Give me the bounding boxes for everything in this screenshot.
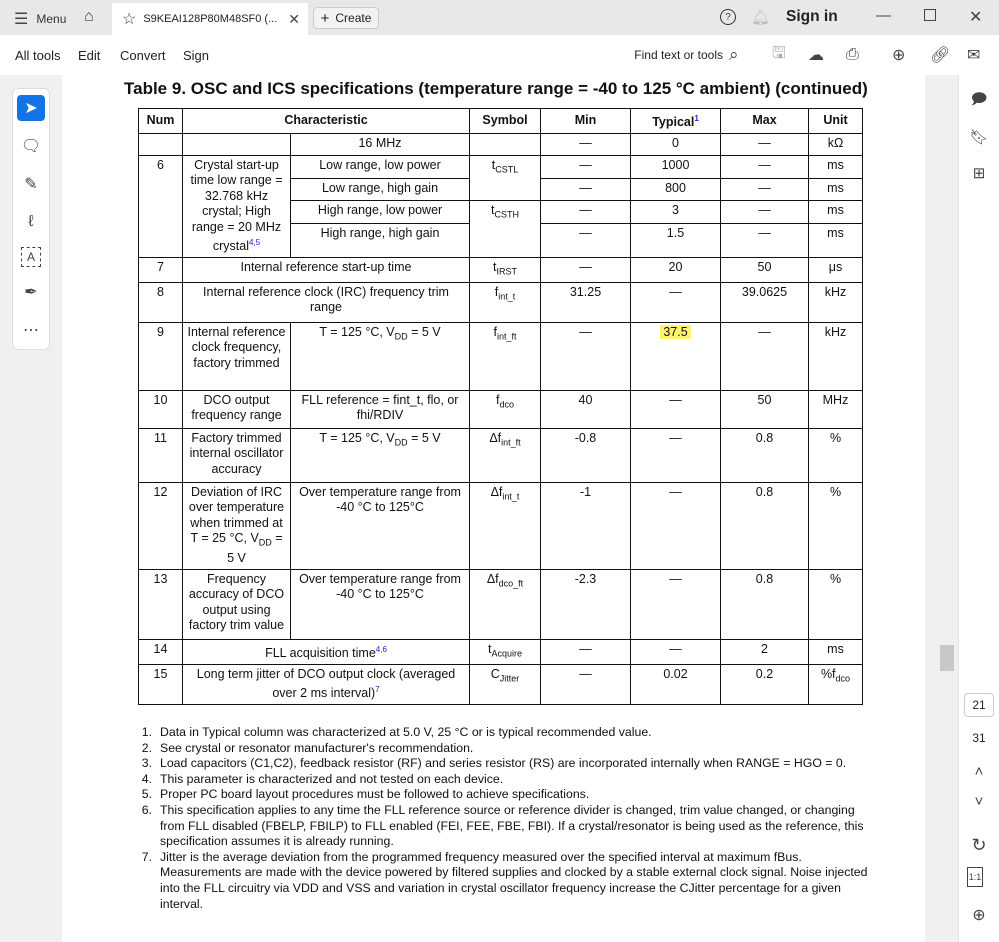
cell-num: 12 <box>139 482 183 569</box>
print-icon[interactable]: ⎙ <box>846 46 859 63</box>
thumbnails-grid-icon[interactable]: ⊞ <box>972 165 986 182</box>
cell-typ: 3 <box>631 200 721 223</box>
cell-unit: % <box>809 482 863 569</box>
symbol-sub: int_ft <box>496 331 517 342</box>
right-side-panel <box>958 75 999 942</box>
cell-unit: μs <box>809 257 863 282</box>
bell-icon[interactable]: 🔔︎ <box>751 9 771 26</box>
cell-max: 2 <box>721 639 809 664</box>
table-row <box>139 133 863 155</box>
cell-unit: MHz <box>809 390 863 428</box>
add-user-icon[interactable]: ⊕ <box>892 47 906 64</box>
cell-min: -0.8 <box>541 428 631 482</box>
cell-typ: — <box>631 282 721 322</box>
cell-max: 0.2 <box>721 664 809 704</box>
symbol: C <box>490 666 500 681</box>
cell-min: — <box>541 257 631 282</box>
hamburger-icon: ☰ <box>14 11 29 28</box>
cell-symbol <box>470 569 541 639</box>
text-select-icon[interactable]: A <box>21 247 41 267</box>
symbol: Δf <box>489 430 502 445</box>
symbol: f <box>494 284 499 299</box>
cond-text: = 5 V <box>407 324 441 339</box>
create-button[interactable] <box>313 7 379 29</box>
cell-char: DCO output frequency range <box>183 390 291 428</box>
symbol: t <box>488 641 492 656</box>
edit-menu[interactable]: Edit <box>78 47 101 63</box>
symbol: t <box>491 157 496 172</box>
cell-max: 0.8 <box>721 482 809 569</box>
footnotes <box>138 725 868 912</box>
footnote-number: 7. <box>141 849 152 864</box>
cell-max: — <box>721 200 809 223</box>
cell-symbol <box>470 664 541 704</box>
table-row <box>139 390 863 428</box>
cell-typ: 800 <box>631 178 721 200</box>
header-typical <box>631 109 721 134</box>
osc-ics-spec-table <box>138 108 863 705</box>
footnote-text: Load capacitors (C1,C2), feedback resistor (RF) and series resistor (RS) are incorporated internally when RANGE = HGO = 0. <box>160 756 847 771</box>
symbol-sub: IRST <box>496 266 517 277</box>
header-min: Min <box>541 109 631 134</box>
cell-unit: kHz <box>809 322 863 390</box>
cell-unit: ms <box>809 200 863 223</box>
table-row <box>139 282 863 322</box>
cell-symbol <box>470 133 541 155</box>
cell-typ <box>631 322 721 390</box>
cell-symbol <box>470 639 541 664</box>
zoom-in-icon[interactable]: ⊕ <box>972 907 986 924</box>
char-sub: DD <box>258 537 272 548</box>
cell-min: — <box>541 223 631 257</box>
cell-unit: ms <box>809 639 863 664</box>
cell-min: 40 <box>541 390 631 428</box>
footnote-text: Proper PC board layout procedures must be followed to achieve specifications. <box>160 787 590 802</box>
cond-text: = 5 V <box>407 430 441 445</box>
cell-max: — <box>721 155 809 178</box>
table-row <box>139 639 863 664</box>
footnote <box>138 803 868 850</box>
symbol-sub: CSTL <box>495 164 519 175</box>
cell-symbol <box>470 428 541 482</box>
chevron-down-icon[interactable]: ˅ <box>974 792 984 810</box>
char-text: = 5 V <box>227 531 283 566</box>
cell-cond: Over temperature range from -40 °C to 125°C <box>291 569 470 639</box>
cell-symbol <box>470 155 541 200</box>
cell-cond: Over temperature range from -40 °C to 125°C <box>291 482 470 569</box>
plus-icon: + <box>320 9 330 27</box>
cell-char <box>183 482 291 569</box>
header-num: Num <box>139 109 183 134</box>
cell-unit: % <box>809 569 863 639</box>
fill-sign-icon[interactable]: ✒ <box>24 284 38 301</box>
vertical-scrollbar[interactable] <box>938 75 956 942</box>
table-row <box>139 428 863 482</box>
cell-cond: High range, high gain <box>291 223 470 257</box>
unit: %f <box>820 666 836 681</box>
maximize-icon[interactable] <box>924 9 936 21</box>
title-bar <box>0 0 999 35</box>
cell-max: 39.0625 <box>721 282 809 322</box>
cell-char <box>183 155 291 257</box>
search-icon[interactable]: ⌕ <box>729 45 739 64</box>
footnote-text: Jitter is the average deviation from the programmed frequency measured over the specified interval at maximum fBus. Measurements are made with the device powered by filtered supplies and clocked by a stable external clock signal. Noise injected into the FLL circuitry via VDD and VSS and variation in crystal oscillator frequency increase the CJitter percentage for a given interval. <box>160 849 868 911</box>
cell-num: 13 <box>139 569 183 639</box>
cell-max: 50 <box>721 257 809 282</box>
cell-num: 9 <box>139 322 183 390</box>
find-text-or-tools[interactable]: Find text or tools <box>634 48 723 62</box>
cell-num <box>139 133 183 155</box>
close-window-icon[interactable]: ✕ <box>969 9 983 26</box>
char-text: Crystal start-up time low range = 32.768 kHz crystal; High range = 20 MHz crystal <box>190 157 283 254</box>
highlighted-value[interactable]: 37.5 <box>660 325 690 339</box>
header-characteristic: Characteristic <box>183 109 470 134</box>
comments-icon[interactable]: 🗩 <box>970 90 988 108</box>
link-icon[interactable]: 🔗︎ <box>930 47 951 64</box>
cell-min: — <box>541 178 631 200</box>
cell-char <box>183 664 470 704</box>
cond-text: T = 125 °C, V <box>319 430 395 445</box>
table-row <box>139 155 863 178</box>
cell-min: -2.3 <box>541 569 631 639</box>
footnote-text: This parameter is characterized and not tested on each device. <box>160 771 504 786</box>
cell-max: 0.8 <box>721 428 809 482</box>
save-icon[interactable]: 🖫 <box>772 44 786 62</box>
footnote-number: 5. <box>141 787 152 802</box>
current-page-input[interactable]: 21 <box>964 693 994 717</box>
header-symbol: Symbol <box>470 109 541 134</box>
rotate-icon[interactable]: ↻ <box>971 834 987 855</box>
cell-symbol <box>470 482 541 569</box>
footnote <box>138 741 868 757</box>
cell-typ: 0 <box>631 133 721 155</box>
cell-min: — <box>541 155 631 178</box>
table-row <box>139 257 863 282</box>
cell-cond <box>291 322 470 390</box>
total-pages: 31 <box>972 731 986 745</box>
cell-typ: — <box>631 482 721 569</box>
footnote-number: 3. <box>141 756 152 771</box>
footnote-number: 1. <box>141 725 152 739</box>
cell-num: 7 <box>139 257 183 282</box>
cell-char: Internal reference clock frequency, factory trimmed <box>183 322 291 390</box>
symbol-sub: dco <box>499 399 514 410</box>
cell-char: Factory trimmed internal oscillator accuracy <box>183 428 291 482</box>
cell-min: — <box>541 133 631 155</box>
cell-cond: FLL reference = fint_t, flo, or fhi/RDIV <box>291 390 470 428</box>
footnote-ref[interactable]: 4,5 <box>249 238 261 248</box>
cell-symbol <box>470 200 541 257</box>
draw-lasso-icon[interactable]: ℓ <box>28 213 34 230</box>
cell-unit: kHz <box>809 282 863 322</box>
table-row <box>139 322 863 390</box>
char-text: Long term jitter of DCO output clock (averaged over 2 ms interval) <box>196 666 456 701</box>
symbol-sub: Jitter <box>499 673 520 684</box>
header-max: Max <box>721 109 809 134</box>
symbol: t <box>493 259 497 274</box>
footnote <box>138 725 868 741</box>
chevron-up-icon[interactable]: ˄ <box>974 762 984 780</box>
sign-in-button[interactable]: Sign in <box>786 8 838 25</box>
cell-typ: 1000 <box>631 155 721 178</box>
footnote <box>138 787 868 803</box>
cell-unit: % <box>809 428 863 482</box>
star-icon[interactable]: ☆ <box>122 11 137 28</box>
cell-max: — <box>721 178 809 200</box>
cell-num: 15 <box>139 664 183 704</box>
minimize-icon[interactable]: — <box>876 7 891 24</box>
quick-tools-panel <box>12 88 50 350</box>
symbol-sub: CSTH <box>494 209 519 220</box>
footnote-ref[interactable]: 1 <box>694 114 699 123</box>
cell-num: 6 <box>139 155 183 257</box>
cell-cond <box>291 428 470 482</box>
cell-typ: 20 <box>631 257 721 282</box>
footnote-text: This specification applies to any time the FLL reference source or reference divider is changed, trim value changed, or changing from FLL disabled (FBELP, FBILP) to FLL enabled (FEI, FEE, FBE, FBI). If a crystal/resonator is being used as the reference, this specification assumes it is already running. <box>160 802 864 849</box>
cell-num: 8 <box>139 282 183 322</box>
cell-unit: kΩ <box>809 133 863 155</box>
symbol: f <box>493 324 497 339</box>
add-comment-icon[interactable]: 🗨︎ <box>20 138 42 155</box>
symbol-sub: int_ft <box>501 437 521 448</box>
cell-num: 10 <box>139 390 183 428</box>
char-text: Deviation of IRC over temperature when trimmed at T = 25 °C, V <box>188 484 285 546</box>
table-title: Table 9. OSC and ICS specifications (temperature range = -40 to 125 °C ambient) (continued) <box>124 79 868 98</box>
main-toolbar <box>0 35 999 75</box>
more-tools-icon[interactable]: ⋯ <box>23 322 39 339</box>
unit-sub: dco <box>835 673 851 684</box>
menu-button[interactable] <box>14 9 66 29</box>
email-icon[interactable]: ✉ <box>967 47 981 64</box>
cell-symbol <box>470 257 541 282</box>
upload-cloud-icon[interactable]: ☁ <box>808 47 824 64</box>
close-tab-icon[interactable]: ✕ <box>288 11 300 27</box>
cell-symbol <box>470 390 541 428</box>
footnote-ref[interactable]: 7 <box>375 685 380 695</box>
tab-title: S9KEAI128P80M48SF0 (... <box>143 13 278 25</box>
cond-sub: DD <box>394 437 408 448</box>
cell-cond: Low range, high gain <box>291 178 470 200</box>
footnote <box>138 772 868 788</box>
footnote-number: 4. <box>141 771 152 786</box>
scrollbar-thumb[interactable] <box>940 645 954 671</box>
table-row <box>139 482 863 569</box>
table-row <box>139 569 863 639</box>
footnote-number: 6. <box>141 802 152 817</box>
cell-typ: — <box>631 639 721 664</box>
bookmark-icon[interactable]: 🔖︎ <box>969 129 989 146</box>
menu-label: Menu <box>36 12 67 26</box>
header-typical-label: Typical <box>652 115 695 130</box>
cell-max: 50 <box>721 390 809 428</box>
document-tab[interactable] <box>112 3 308 35</box>
home-icon[interactable]: ⌂ <box>84 8 94 25</box>
cell-num: 11 <box>139 428 183 482</box>
footnote-text: Data in Typical column was characterized at 5.0 V, 25 °C or is typical recommended value. <box>160 725 652 739</box>
symbol: Δf <box>490 484 503 499</box>
cell-symbol <box>470 282 541 322</box>
cell-unit: ms <box>809 223 863 257</box>
cell-max: — <box>721 322 809 390</box>
cell-typ: — <box>631 569 721 639</box>
cell-cond: High range, low power <box>291 200 470 223</box>
convert-menu[interactable]: Convert <box>120 47 166 63</box>
cell-char: Internal reference start-up time <box>183 257 470 282</box>
cell-char <box>183 133 291 155</box>
symbol: f <box>496 392 500 407</box>
footnote-number: 2. <box>141 740 152 755</box>
symbol: t <box>491 202 495 217</box>
symbol-sub: int_t <box>498 291 516 302</box>
table-row <box>139 664 863 704</box>
cell-min: 31.25 <box>541 282 631 322</box>
cell-cond: 16 MHz <box>291 133 470 155</box>
footnote-text: See crystal or resonator manufacturer's recommendation. <box>160 740 474 755</box>
cell-typ: 0.02 <box>631 664 721 704</box>
cell-unit: ms <box>809 155 863 178</box>
select-cursor-icon[interactable]: ➤ <box>17 95 45 121</box>
create-label: Create <box>335 11 372 25</box>
header-unit: Unit <box>809 109 863 134</box>
cell-min: -1 <box>541 482 631 569</box>
cell-typ: 1.5 <box>631 223 721 257</box>
cond-sub: DD <box>394 331 408 342</box>
cell-char: Internal reference clock (IRC) frequency trim range <box>183 282 470 322</box>
footnote-ref[interactable]: 4,6 <box>375 644 387 654</box>
cell-typ: — <box>631 390 721 428</box>
cell-max: 0.8 <box>721 569 809 639</box>
cell-min: — <box>541 664 631 704</box>
table-header-row <box>139 109 863 134</box>
cell-unit <box>809 664 863 704</box>
cell-char <box>183 639 470 664</box>
cell-min: — <box>541 322 631 390</box>
symbol-sub: int_t <box>502 491 520 502</box>
cell-unit: ms <box>809 178 863 200</box>
char-text: FLL acquisition time <box>265 645 376 660</box>
cell-max: — <box>721 223 809 257</box>
cell-min: — <box>541 639 631 664</box>
highlight-pen-icon[interactable]: ✎ <box>24 176 38 193</box>
all-tools-menu[interactable]: All tools <box>15 47 61 63</box>
cell-min: — <box>541 200 631 223</box>
symbol: Δf <box>486 571 499 586</box>
cell-max: — <box>721 133 809 155</box>
cell-char: Frequency accuracy of DCO output using factory trim value <box>183 569 291 639</box>
footnote <box>138 756 868 772</box>
help-icon[interactable]: ? <box>720 9 736 25</box>
cell-typ: — <box>631 428 721 482</box>
sign-menu[interactable]: Sign <box>183 47 210 63</box>
symbol-sub: Acquire <box>491 648 522 659</box>
cell-num: 14 <box>139 639 183 664</box>
cell-cond: Low range, low power <box>291 155 470 178</box>
symbol-sub: dco_ft <box>498 578 524 589</box>
cond-text: T = 125 °C, V <box>319 324 395 339</box>
cell-symbol <box>470 322 541 390</box>
footnote <box>138 850 868 912</box>
actual-size-icon[interactable]: 1:1 <box>967 867 983 887</box>
